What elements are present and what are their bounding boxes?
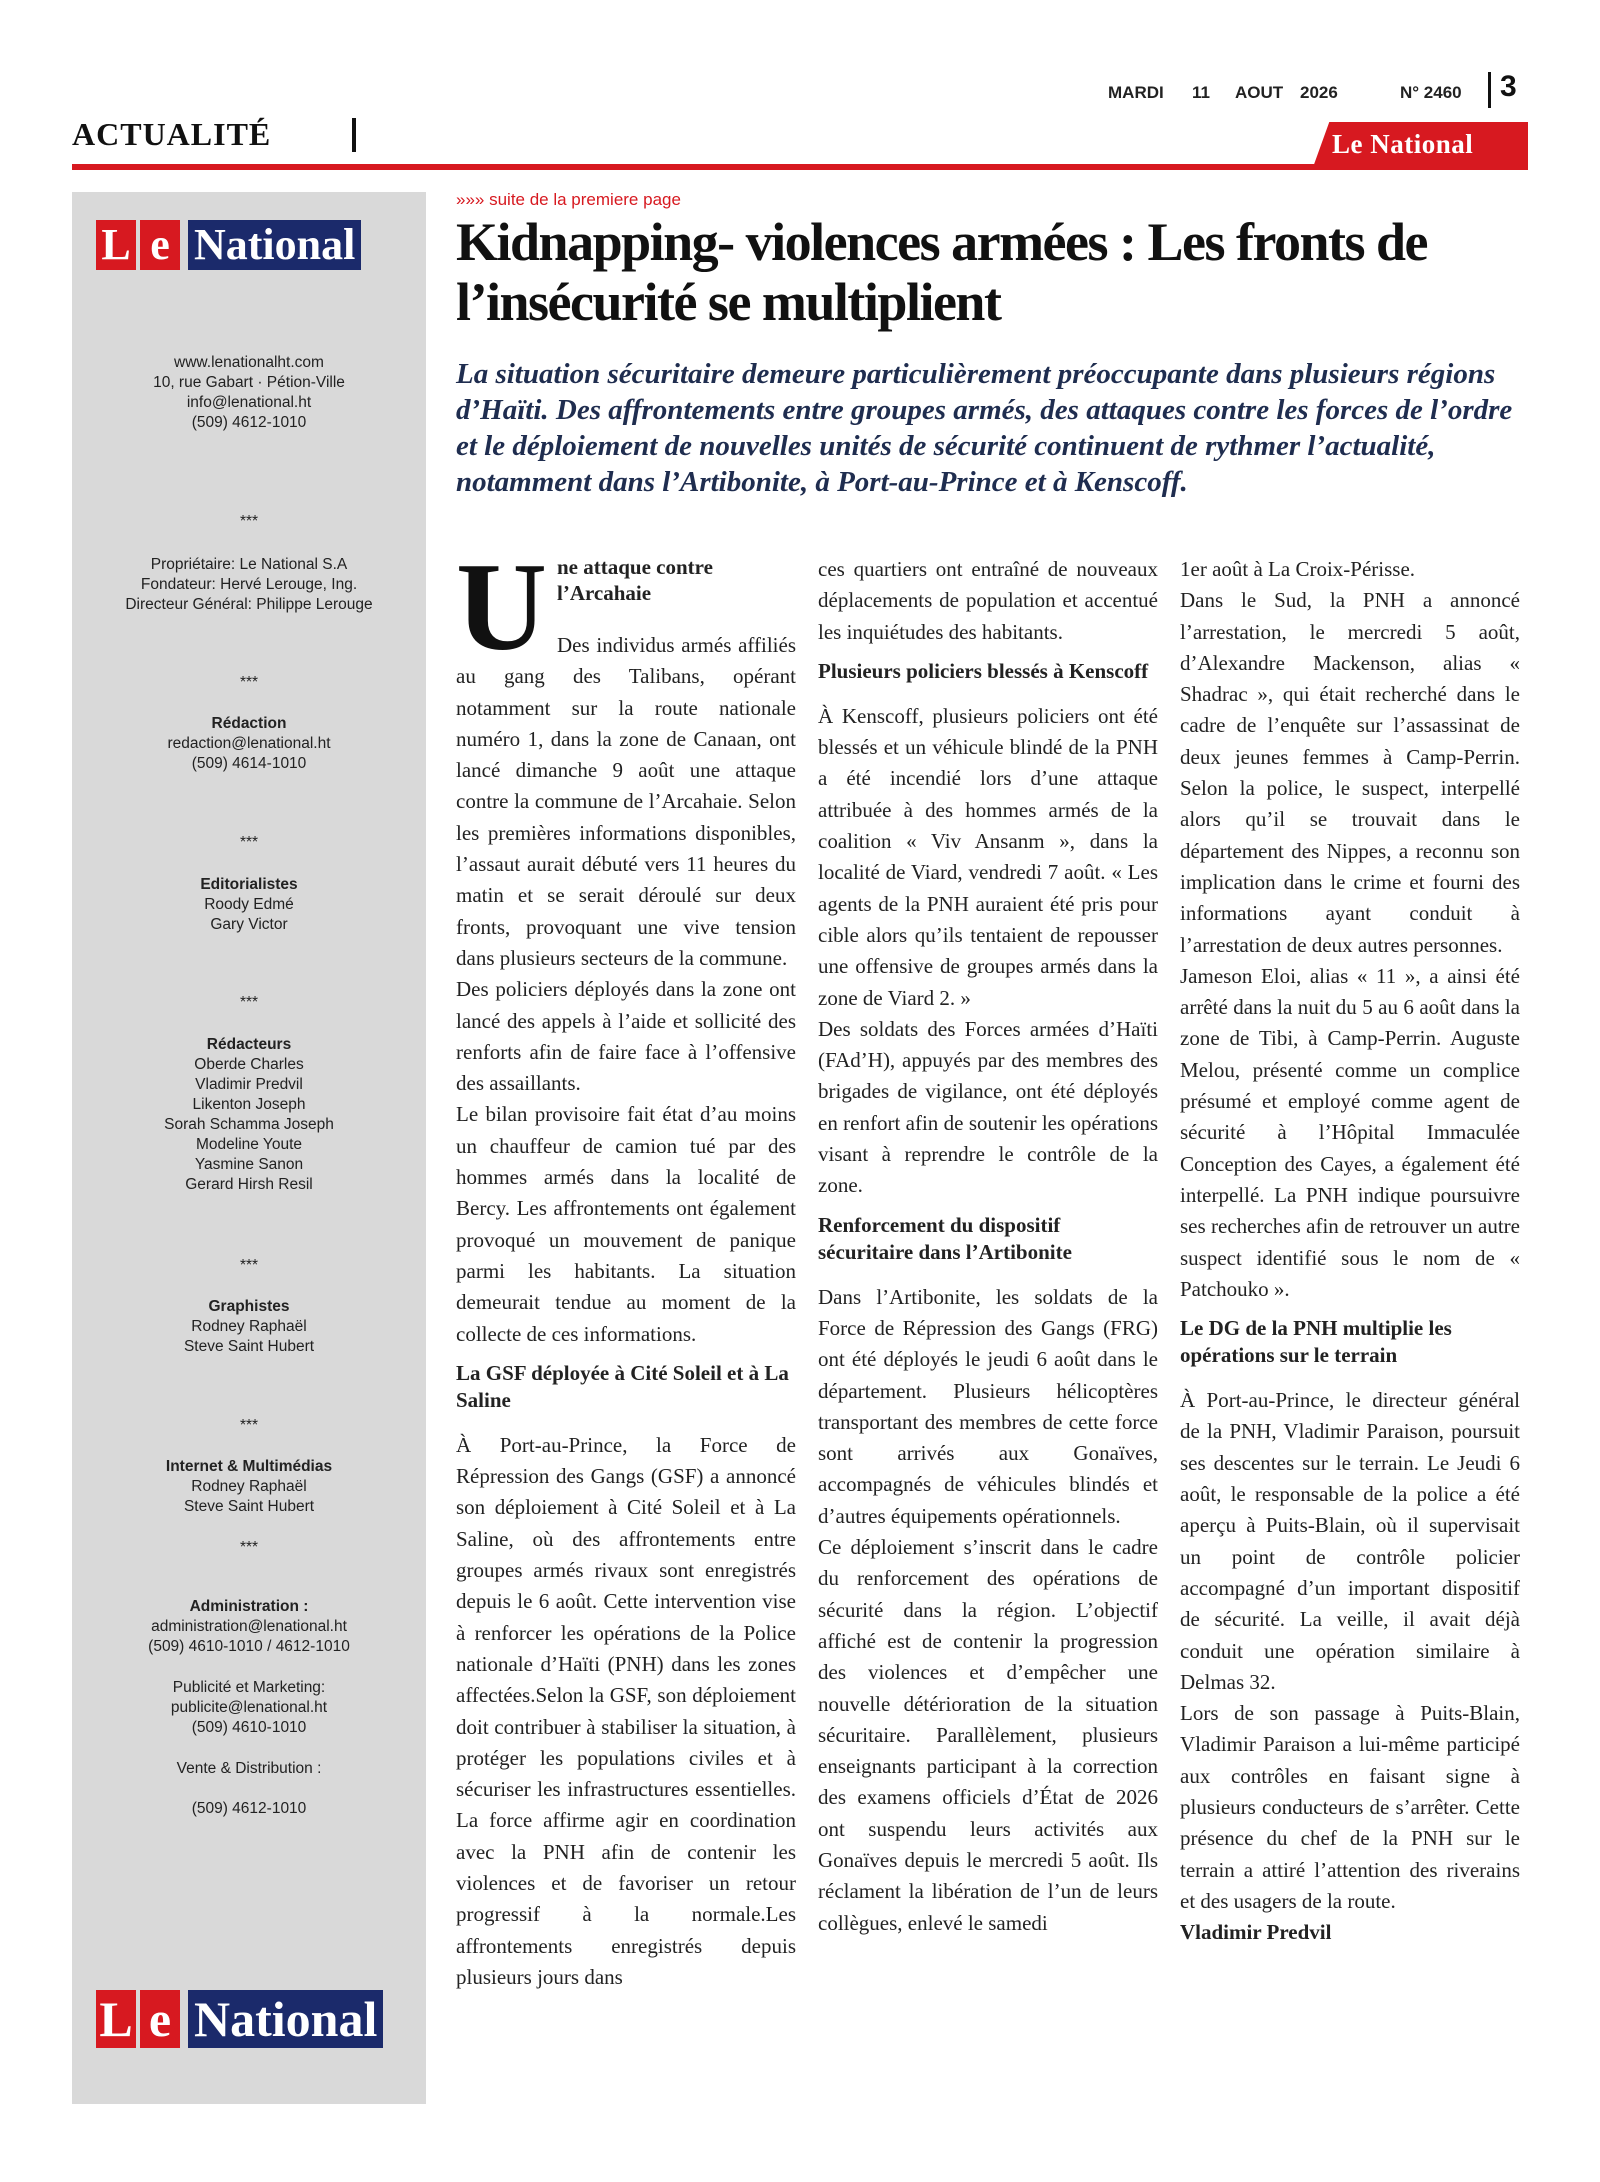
writer-name: Yasmine Sanon xyxy=(194,1156,304,1173)
pub-email: publicite@lenational.ht xyxy=(170,1699,328,1716)
sales-phone: (509) 4612-1010 xyxy=(191,1800,307,1817)
separator: *** xyxy=(239,834,259,851)
writer-name: Modeline Youte xyxy=(195,1136,302,1153)
date-day: 11 xyxy=(1192,83,1210,102)
ownership-block xyxy=(80,555,418,615)
paragraph: 1er août à La Croix-Périsse. xyxy=(1180,557,1416,581)
paragraph: Lors de son passage à Puits-Blain, Vladimir Paraison a lui-même participé aux contrôles en faisant signe à plusieurs conducteurs de s’arrêter. Cette présence du chef de la PNH sur le terrain a attiré l’attention des riverains et des usagers de la route. xyxy=(1180,1701,1520,1913)
writer-name: Likenton Joseph xyxy=(192,1096,306,1113)
redaction-block xyxy=(80,714,418,774)
paragraph: À Port-au-Prince, la Force de Répression des Gangs (GSF) a annoncé son déploiement à Cité Soleil et à La Saline, où des affrontements entre groupes armés rivaux sont enregistrés depuis le 6 août. Cette intervention vise à renforcer les opérations de la Police nationale d’Haïti (PNH) dans les zones affectées.Selon la GSF, son déploiement doit contribuer à stabiliser la situation, à protéger les populations civiles et à sécuriser les infrastructures essentielles. La force affirme agir en coordination avec la PNH afin de contenir les violences et de favoriser un retour progressif à la normale.Les affrontements enregistrés depuis plusieurs jours dans xyxy=(456,1432,796,1989)
section-divider xyxy=(352,118,356,152)
contact-block xyxy=(80,353,418,433)
logo-word-national: National xyxy=(188,1990,383,2048)
date-month: AOUT xyxy=(1235,83,1284,102)
phone-text: (509) 4612-1010 xyxy=(191,414,307,431)
writer-name: Vladimir Predvil xyxy=(195,1076,303,1093)
paragraph: Des individus armés affiliés au gang des Talibans, opérant notamment sur la route nationale numéro 1, dans la zone de Canaan, ont lancé dimanche 9 août une attaque contre la commune de l’Arcahaie. Selon les premières informations disponibles, l’assaut aurait débuté vers 11 heures du matin et se serait déroulé sur deux fronts, provoquant une vive tension dans plusieurs secteurs de la commune. xyxy=(456,633,796,970)
drop-cap: U xyxy=(456,538,547,677)
editorialists-block xyxy=(80,875,418,935)
separator: *** xyxy=(239,1257,259,1274)
administration-block xyxy=(80,1597,418,1657)
logo-letter-l: L xyxy=(96,1990,136,2048)
internet-title: Internet & Multimédias xyxy=(165,1458,333,1475)
advertising-block xyxy=(80,1678,418,1738)
article-column-1 xyxy=(456,538,796,1993)
subhead-dg-pnh: Le DG de la PNH multiplie les opérations sur le terrain xyxy=(1180,1316,1452,1368)
writer-name: Oberde Charles xyxy=(194,1056,304,1073)
separator: *** xyxy=(239,1417,259,1434)
newspaper-logo-bottom xyxy=(96,1990,383,2048)
owner-text: Propriétaire: Le National S.A xyxy=(150,556,348,573)
brand-tab-label: Le National xyxy=(1332,129,1474,159)
logo-letter-e: e xyxy=(140,1990,180,2048)
admin-email: administration@lenational.ht xyxy=(151,1618,347,1635)
paragraph: Dans le Sud, la PNH a annoncé l’arrestation, le mercredi 5 août, d’Alexandre Mackenson, alias « Shadrac », qui était recherché dans le cadre de l’enquête sur l’assassinat de deux jeunes femmes à Camp-Perrin. Selon la police, le suspect, interpellé alors qu’il se trouvait dans le département des Nippes, a reconnu son implication dans le crime et fourni des informations ayant conduit à l’arrestation de deux autres personnes. xyxy=(1180,588,1520,957)
date-day-name: MARDI xyxy=(1108,83,1164,102)
separator: *** xyxy=(239,674,259,691)
section-title: ACTUALITÉ xyxy=(72,116,272,152)
graphist-name: Rodney Raphaël xyxy=(191,1318,307,1335)
separator: *** xyxy=(239,994,259,1011)
logo-letter-l: L xyxy=(96,220,136,270)
writers-block xyxy=(80,1035,418,1195)
page-number: 3 xyxy=(1500,70,1517,103)
graphists-block xyxy=(80,1297,418,1357)
internet-name: Rodney Raphaël xyxy=(191,1478,307,1495)
writer-name: Sorah Schamma Joseph xyxy=(164,1116,334,1133)
internet-name: Steve Saint Hubert xyxy=(183,1498,315,1515)
redaction-email: redaction@lenational.ht xyxy=(167,735,331,752)
founder-text: Fondateur: Hervé Lerouge, Ing. xyxy=(140,576,358,593)
separator: *** xyxy=(239,1539,259,1556)
admin-phone: (509) 4610-1010 / 4612-1010 xyxy=(148,1638,350,1655)
redaction-phone: (509) 4614-1010 xyxy=(191,755,307,772)
paragraph: Des soldats des Forces armées d’Haïti (FAd’H), appuyés par des membres des brigades de vigilance, ont été déployés en renfort afin de soutenir les opérations visant à reprendre le contrôle de la zone. xyxy=(818,1016,1158,1198)
logo-word-national: National xyxy=(188,220,361,270)
editorialists-title: Editorialistes xyxy=(200,876,298,893)
graphists-title: Graphistes xyxy=(208,1298,290,1315)
subhead-gsf: La GSF déployée à Cité Soleil et à La Saline xyxy=(456,1360,789,1412)
article-headline: Kidnapping- violences armées : Les fronts de l’insécurité se multiplient xyxy=(456,212,1427,332)
pub-title: Publicité et Marketing: xyxy=(172,1679,326,1696)
graphist-name: Steve Saint Hubert xyxy=(183,1338,315,1355)
writers-title: Rédacteurs xyxy=(206,1036,292,1053)
internet-block xyxy=(80,1457,418,1517)
article-column-2 xyxy=(818,554,1158,1939)
header-rule xyxy=(72,164,1528,170)
sales-title: Vente & Distribution : xyxy=(176,1760,322,1777)
admin-title: Administration : xyxy=(189,1598,309,1615)
article-column-3 xyxy=(1180,554,1520,1948)
writer-name: Gerard Hirsh Resil xyxy=(185,1176,313,1193)
paragraph: ces quartiers ont entraîné de nouveaux déplacements de population et accentué les inquiétudes des habitants. xyxy=(818,557,1158,644)
paragraph: Le bilan provisoire fait état d’au moins un chauffeur de camion tué par des hommes armés dans la localité de Bercy. Les affrontements ont également provoqué un mouvement de panique parmi les habitants. La situation demeurait tendue au moment de la collecte de ces informations. xyxy=(456,1102,796,1346)
page-number-divider xyxy=(1488,72,1491,108)
subhead-artibonite: Renforcement du dispositif sécuritaire dans l’Artibonite xyxy=(818,1212,1072,1264)
address-text: 10, rue Gabart · Pétion-Ville xyxy=(153,374,345,391)
logo-letter-e: e xyxy=(140,220,180,270)
paragraph: Ce déploiement s’inscrit dans le cadre du renforcement des opérations de sécurité dans la région. L’objectif affiché est de contenir la progression des violences et d’empêcher une nouvelle détérioration de la situation sécuritaire. Parallèlement, plusieurs enseignants participant à la correction des examens officiels d’État de 2026 ont suspendu leurs activités aux Gonaïves depuis le mercredi 5 août. Ils réclament la libération de l’un de leurs collègues, enlevé le samedi xyxy=(818,1535,1158,1935)
article-byline: Vladimir Predvil xyxy=(1180,1920,1332,1945)
website-text: www.lenationalht.com xyxy=(174,354,324,371)
paragraph: À Kenscoff, plusieurs policiers ont été blessés et un véhicule blindé de la PNH a été incendié lors d’une attaque attribuée à des hommes armés de la coalition « Viv Ansanm », dans la localité de Viard, vendredi 7 août. « Les agents de la PNH auraient été pris pour cible alors qu’ils tentaient de repousser une offensive de groupes armés dans la zone de Viard 2. » xyxy=(818,703,1158,1010)
newspaper-logo-top xyxy=(96,220,361,270)
date-year: 2026 xyxy=(1300,83,1338,102)
issue-number: N° 2460 xyxy=(1400,83,1462,102)
email-text: info@lenational.ht xyxy=(186,394,312,411)
continuation-kicker: »»» suite de la premiere page xyxy=(456,190,681,209)
separator: *** xyxy=(239,513,259,530)
director-text: Directeur Général: Philippe Lerouge xyxy=(125,596,373,613)
paragraph: Des policiers déployés dans la zone ont lancé des appels à l’aide et sollicité des renforts afin de faire face à l’offensive des assaillants. xyxy=(456,977,796,1096)
pub-phone: (509) 4610-1010 xyxy=(191,1719,307,1736)
paragraph: Jameson Eloi, alias « 11 », a ainsi été arrêté dans la nuit du 5 au 6 août dans la zone de Tibi, à Camp-Perrin. Auguste Melou, présenté comme un complice présumé et employé comme agent de sécurité à l’Hôpital Immaculée Conception des Cayes, a également été interpellé. La PNH indique poursuivre ses recherches afin de retrouver un autre suspect identifié sous le nom de « Patchouko ». xyxy=(1180,963,1520,1301)
paragraph: À Port-au-Prince, le directeur général de la PNH, Vladimir Paraison, poursuit ses descentes sur le terrain. Le Jeudi 6 août, le responsable de la police a été aperçu à Puits-Blain, où il supervisait un point de contrôle policier accompagné d’un important dispositif de sécurité. La veille, il avait déjà conduit une opération similaire à Delmas 32. xyxy=(1180,1388,1520,1694)
article-lede: La situation sécuritaire demeure particulièrement préoccupante dans plusieurs régions d’Haïti. Des affrontements entre groupes armés, des attaques contre les forces de l’ordre et le déploiement de nouvelles unités de sécurité continuent de rythmer l’actualité, notamment dans l’Artibonite, à Port-au-Prince et à Kenscoff. xyxy=(456,358,1513,498)
editorialist-name: Roody Edmé xyxy=(204,896,294,913)
subhead-arcahaie: ne attaque contre l’Arcahaie xyxy=(557,555,713,605)
paragraph: Dans l’Artibonite, les soldats de la Force de Répression des Gangs (FRG) ont été déployés le jeudi 6 août dans le département. Plusieurs hélicoptères transportant des membres de cette force sont arrivés aux Gonaïves, accompagnés de véhicules blindés et d’autres équipements opérationnels. xyxy=(818,1284,1158,1528)
redaction-title: Rédaction xyxy=(211,715,287,732)
editorialist-name: Gary Victor xyxy=(210,916,288,933)
subhead-kenscoff: Plusieurs policiers blessés à Kenscoff xyxy=(818,658,1149,683)
